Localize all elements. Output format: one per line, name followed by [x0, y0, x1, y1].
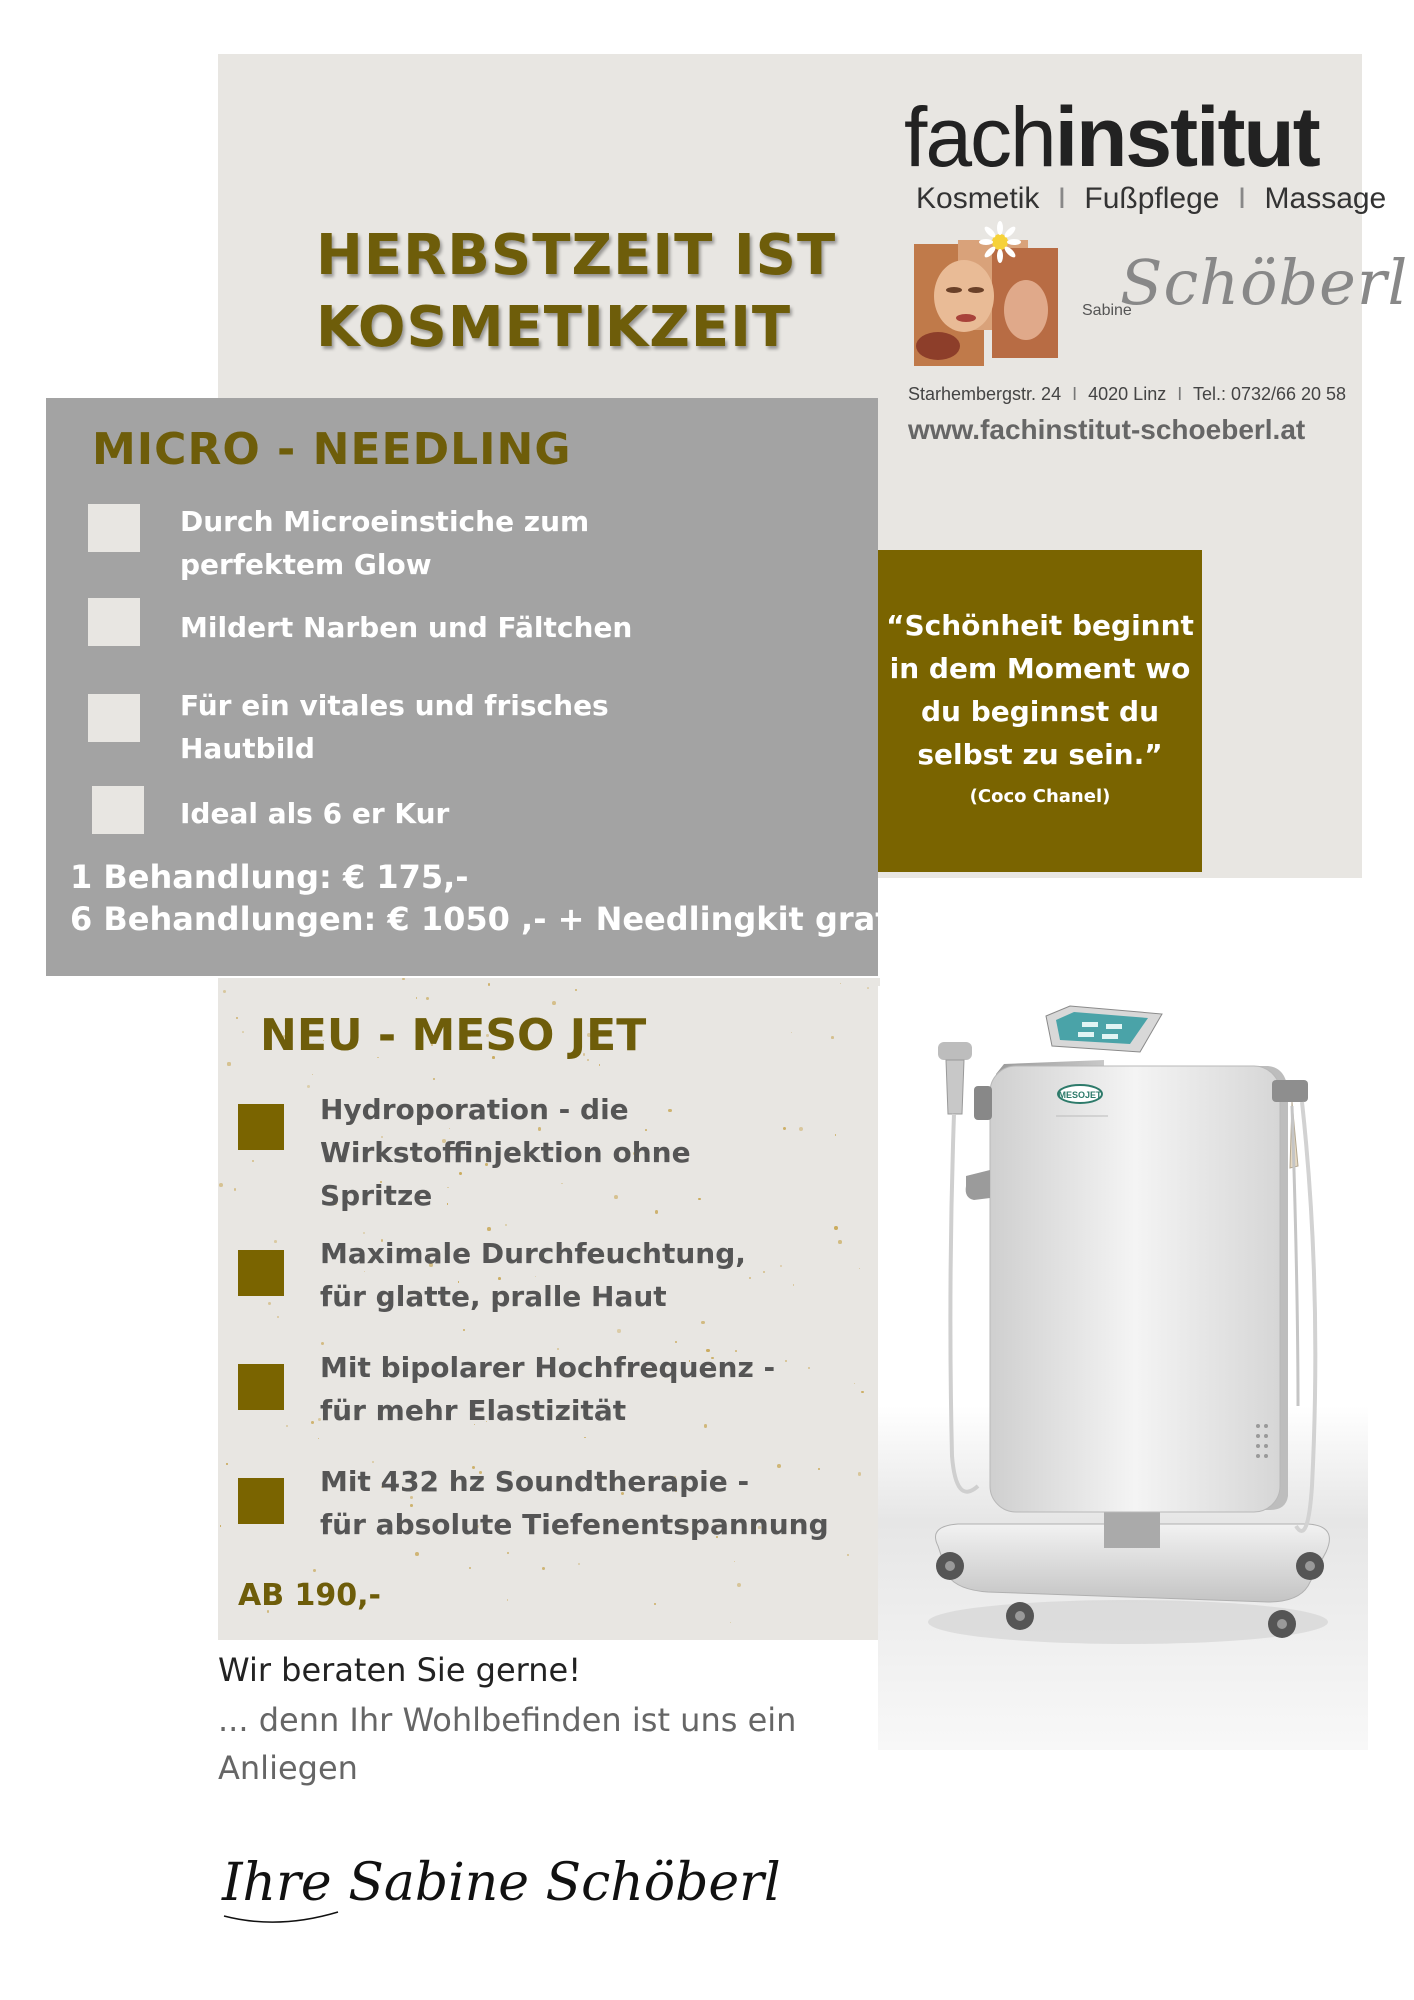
- gold-fleck: [831, 1036, 834, 1039]
- gold-fleck: [463, 1329, 465, 1331]
- bullet-box: [238, 1364, 284, 1410]
- address-phone: Tel.: 0732/66 20 58: [1192, 384, 1347, 404]
- meso-jet-item: [320, 1460, 860, 1546]
- gold-fleck: [277, 1316, 279, 1318]
- gold-fleck: [505, 1224, 507, 1226]
- gold-fleck: [226, 1463, 227, 1464]
- gold-fleck: [227, 1062, 230, 1065]
- gold-fleck: [575, 989, 577, 991]
- gold-fleck: [599, 1064, 601, 1066]
- address-separator: I: [1072, 384, 1078, 404]
- quote-line: selbst zu sein.”: [917, 738, 1163, 771]
- gold-fleck: [311, 1421, 314, 1424]
- micro-needling-item: [180, 606, 740, 649]
- bullet-box: [88, 598, 140, 646]
- quote-author: (Coco Chanel): [969, 786, 1111, 807]
- meso-jet-title: NEU - MESO JET: [260, 1010, 647, 1061]
- gold-fleck: [840, 983, 842, 985]
- meso-jet-price: AB 190,-: [238, 1578, 381, 1613]
- headline: [316, 220, 876, 364]
- gold-fleck: [242, 1031, 244, 1033]
- gold-fleck: [220, 1525, 222, 1527]
- gold-fleck: [791, 1032, 792, 1033]
- item-line: Hautbild: [180, 732, 315, 765]
- gold-fleck: [675, 1341, 677, 1343]
- item-line: Maximale Durchfeuchtung,: [320, 1237, 746, 1270]
- gold-fleck: [654, 1603, 656, 1605]
- closing-line: Anliegen: [218, 1749, 358, 1787]
- gold-fleck: [488, 983, 490, 985]
- logo-services: [916, 182, 1387, 216]
- gold-fleck: [312, 1074, 313, 1075]
- bullet-box: [88, 694, 140, 742]
- beauty-photo-collage: [914, 226, 1058, 366]
- gold-fleck: [318, 1438, 319, 1439]
- quote-text: [878, 604, 1202, 776]
- device-brand-label: MESOJET: [1058, 1090, 1102, 1100]
- address-line: [908, 384, 1348, 405]
- meso-jet-device-image: [878, 986, 1368, 1750]
- micro-needling-item: [180, 500, 740, 586]
- logo-wordmark: [904, 92, 1344, 182]
- gold-fleck: [415, 1552, 419, 1556]
- gold-fleck: [236, 1017, 238, 1019]
- gold-fleck: [313, 1569, 316, 1572]
- gold-fleck: [737, 1583, 741, 1587]
- quote-line: du beginnst du: [920, 695, 1160, 728]
- gold-fleck: [552, 1001, 556, 1005]
- price-treatment-course: 6 Behandlungen: € 1050 ,- + Needlingkit gratis: [70, 900, 921, 938]
- bullet-box: [238, 1478, 284, 1524]
- address-street: Starhembergstr. 24: [908, 384, 1062, 404]
- gold-fleck: [469, 1567, 471, 1569]
- price-single-treatment: 1 Behandlung: € 175,-: [70, 858, 469, 896]
- gold-fleck: [223, 990, 226, 993]
- gold-fleck: [433, 1078, 436, 1081]
- gold-fleck: [416, 997, 418, 999]
- item-line: Ideal als 6 er Kur: [180, 797, 450, 830]
- service-separator: I: [1237, 182, 1247, 215]
- brand-first-name: Sabine: [1082, 302, 1132, 319]
- gold-fleck: [847, 1554, 849, 1556]
- gold-fleck: [617, 1329, 620, 1332]
- closing-line: ... denn Ihr Wohlbefinden ist uns ein: [218, 1701, 797, 1739]
- service-separator: I: [1057, 182, 1067, 215]
- gold-fleck: [584, 1437, 585, 1438]
- item-line: für glatte, pralle Haut: [320, 1280, 667, 1313]
- gold-fleck: [734, 1561, 735, 1562]
- meso-jet-item: [320, 1088, 860, 1217]
- item-line: Hydroporation - die: [320, 1093, 629, 1126]
- item-line: für absolute Tiefenentspannung: [320, 1508, 829, 1541]
- gold-fleck: [861, 1391, 864, 1394]
- micro-needling-item: [180, 684, 740, 770]
- gold-fleck: [307, 1085, 310, 1088]
- brand-signature-name: Schöberl: [1120, 246, 1409, 319]
- gold-fleck: [867, 987, 869, 989]
- item-line: Wirkstoffinjektion ohne: [320, 1136, 691, 1169]
- gold-fleck: [321, 1342, 324, 1345]
- service-kosmetik: Kosmetik: [916, 182, 1040, 215]
- gold-fleck: [507, 1599, 508, 1600]
- item-line: perfektem Glow: [180, 548, 432, 581]
- address-separator: I: [1177, 384, 1183, 404]
- signature-text: Ihre Sabine Schöberl: [222, 1853, 781, 1913]
- bullet-box: [92, 786, 144, 834]
- bullet-box: [238, 1104, 284, 1150]
- website-link[interactable]: www.fachinstitut-schoeberl.at: [908, 414, 1306, 445]
- meso-jet-item: [320, 1346, 860, 1432]
- gold-fleck: [701, 1321, 704, 1324]
- micro-needling-title: MICRO - NEEDLING: [92, 424, 572, 475]
- item-line: Mildert Narben und Fältchen: [180, 611, 633, 644]
- meso-jet-item: [320, 1232, 860, 1318]
- quote-line: in dem Moment wo: [889, 652, 1191, 685]
- item-line: Für ein vitales und frisches: [180, 689, 609, 722]
- gold-fleck: [219, 1183, 223, 1187]
- logo-word-bold: institut: [1054, 90, 1319, 184]
- micro-needling-item: [180, 792, 740, 835]
- headline-line-1: HERBSTZEIT IST: [316, 223, 837, 288]
- gold-fleck: [834, 1226, 838, 1230]
- service-massage: Massage: [1264, 182, 1387, 215]
- headline-line-2: KOSMETIKZEIT: [316, 295, 792, 360]
- gold-fleck: [730, 1622, 731, 1623]
- gold-fleck: [426, 997, 429, 1000]
- handwritten-signature: [218, 1820, 781, 1950]
- gold-fleck: [274, 1240, 277, 1243]
- gold-fleck: [252, 1160, 254, 1162]
- bullet-box: [88, 504, 140, 552]
- bullet-box: [238, 1250, 284, 1296]
- gold-fleck: [234, 1188, 237, 1191]
- address-city: 4020 Linz: [1088, 384, 1167, 404]
- item-line: Mit 432 hz Soundtherapie -: [320, 1465, 750, 1498]
- gold-fleck: [542, 1567, 545, 1570]
- item-line: für mehr Elastizität: [320, 1394, 627, 1427]
- service-fusspflege: Fußpflege: [1084, 182, 1220, 215]
- item-line: Durch Microeinstiche zum: [180, 505, 590, 538]
- item-line: Mit bipolarer Hochfrequenz -: [320, 1351, 776, 1384]
- quote-box: [878, 550, 1202, 872]
- gold-fleck: [578, 1563, 580, 1565]
- logo-word-light: fach: [904, 90, 1055, 184]
- gold-fleck: [487, 1227, 491, 1231]
- gold-fleck: [268, 1302, 271, 1305]
- item-line: Spritze: [320, 1179, 433, 1212]
- gold-fleck: [507, 1552, 510, 1555]
- gold-fleck: [286, 1425, 288, 1427]
- gold-fleck: [402, 978, 404, 980]
- closing-greeting: Wir beraten Sie gerne!: [218, 1651, 582, 1689]
- quote-line: “Schönheit beginnt: [886, 609, 1194, 642]
